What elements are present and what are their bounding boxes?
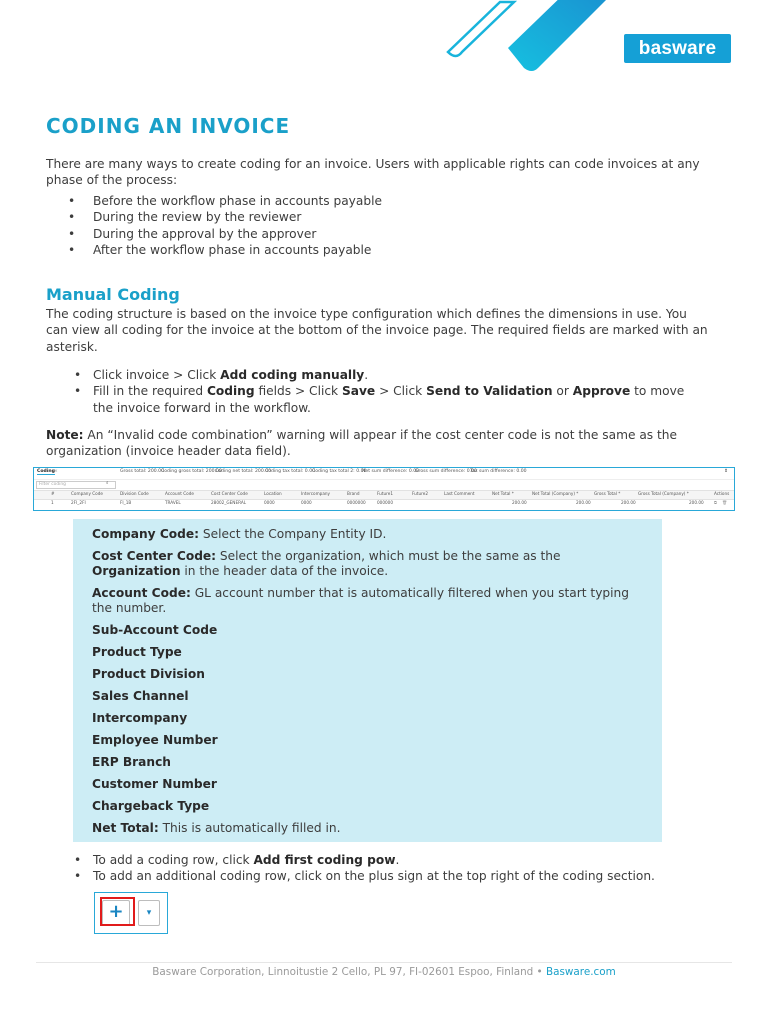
field-sub-account-code: Sub-Account Code — [92, 623, 218, 637]
table-row[interactable] — [34, 500, 734, 508]
column-header: Gross Total * — [594, 491, 621, 496]
footer: Basware Corporation, Linnoitustie 2 Cello, PL 97, FI-02601 Espoo, Finland • Basware.com — [152, 966, 616, 978]
summary-value: Tax sum difference: 0.00 — [470, 469, 527, 474]
field-sales-channel: Sales Channel — [92, 689, 189, 703]
delete-icon[interactable]: 🗑 — [722, 500, 728, 505]
column-header: Account Code — [165, 491, 194, 496]
add-row-buttons-screenshot — [94, 892, 168, 934]
summary-value: Gross sum difference: 0.00 — [415, 469, 477, 474]
field-descriptions — [73, 519, 662, 842]
column-header: Actions — [714, 491, 730, 496]
table-cell: 0000 — [264, 500, 275, 505]
note-paragraph: Note: An “Invalid code combination” warning will appear if the cost center code is not the same as the organization (invoice header data field). — [46, 428, 678, 459]
field-intercompany: Intercompany — [92, 711, 188, 725]
coding-header-row — [34, 490, 734, 500]
column-header: Net Total (Company) * — [532, 491, 579, 496]
list-item: • During the approval by the approver — [46, 226, 706, 242]
phase-list — [46, 193, 706, 259]
chevron-down-icon[interactable]: ▾ — [138, 900, 160, 926]
table-cell: 0000000 — [347, 500, 366, 505]
manual-paragraph: The coding structure is based on the invoice type configuration which defines the dimensions in use. You can view all coding for the invoice at the bottom of the invoice page. The required fields are marked with an asterisk. — [46, 307, 708, 354]
list-item: • Before the workflow phase in accounts payable — [46, 193, 706, 209]
summary-value: Coding gross total: 200.00 — [161, 469, 222, 474]
column-header: Location — [264, 491, 282, 496]
copy-icon[interactable]: ⧉ — [714, 500, 717, 505]
search-icon[interactable]: ⌕ — [106, 481, 109, 486]
basware-logo: basware — [624, 34, 731, 63]
list-item: • To add an additional coding row, click on the plus sign at the top right of the coding section. — [46, 868, 706, 884]
table-cell: 200.00 — [576, 500, 591, 505]
column-header: Company Code — [71, 491, 103, 496]
summary-value: Coding tax total 2: 0.00 — [312, 469, 367, 474]
manual-steps — [46, 367, 706, 416]
column-header: Last Comment — [444, 491, 475, 496]
table-cell: 200.00 — [512, 500, 527, 505]
section-heading: Manual Coding — [46, 285, 180, 304]
list-item: • To add a coding row, click Add first coding pow. — [46, 852, 706, 868]
table-cell: 000000 — [377, 500, 393, 505]
column-header: Intercompany — [301, 491, 331, 496]
highlight-box — [100, 897, 135, 926]
field-product-type: Product Type — [92, 645, 182, 659]
intro-paragraph: There are many ways to create coding for an invoice. Users with applicable rights can code invoices at any phase of the process: — [46, 157, 700, 188]
column-header: Net Total * — [492, 491, 514, 496]
list-item: • After the workflow phase in accounts payable — [46, 242, 706, 258]
summary-value: Gross total: 200.00 — [120, 469, 164, 474]
table-cell: 2FI_2FI — [71, 500, 86, 505]
page-title: CODING AN INVOICE — [46, 114, 291, 138]
add-row-steps — [46, 852, 706, 885]
field-employee-number: Employee Number — [92, 733, 218, 747]
coding-filter-row — [34, 479, 734, 489]
field-erp-branch: ERP Branch — [92, 755, 171, 769]
column-header: Gross Total (Company) * — [638, 491, 689, 496]
table-cell: 200.00 — [621, 500, 636, 505]
expand-icon[interactable]: ⇕ — [724, 469, 728, 474]
column-header: Future2 — [412, 491, 428, 496]
list-item: • Fill in the required Coding fields > Click Save > Click Send to Validation or Approve to move the invoice forward in the workflow. — [46, 383, 706, 416]
add-coding-row-button[interactable]: + — [102, 900, 130, 926]
table-cell: TRAVEL — [165, 500, 181, 505]
coding-tab[interactable]: Coding — [37, 469, 55, 474]
list-item: • During the review by the reviewer — [46, 209, 706, 225]
coding-summary-row — [34, 469, 734, 478]
column-header: Division Code — [120, 491, 149, 496]
summary-value: Net sum difference: 0.00 — [362, 469, 420, 474]
column-header: # — [51, 491, 55, 496]
table-cell: 1 — [51, 500, 54, 505]
column-header: Brand — [347, 491, 360, 496]
coding-table-screenshot — [33, 467, 735, 511]
basware-link[interactable]: Basware.com — [546, 966, 616, 978]
field-net-total: Net Total: This is automatically filled in. — [92, 821, 341, 835]
column-header: Future1 — [377, 491, 393, 496]
footer-divider — [36, 962, 732, 963]
column-header: Cost Center Code — [211, 491, 248, 496]
summary-value: Coding tax total: 0.00 — [265, 469, 316, 474]
field-chargeback-type: Chargeback Type — [92, 799, 210, 813]
table-cell: 0000 — [301, 500, 312, 505]
brand-stripes — [438, 0, 628, 76]
filter-coding-input[interactable]: Filter coding — [36, 481, 116, 489]
field-account-code: Account Code: GL account number that is automatically filtered when you start typing the number. — [92, 586, 629, 616]
summary-value: Coding net total: 200.00 — [215, 469, 272, 474]
field-product-division: Product Division — [92, 667, 205, 681]
list-item: • Click invoice > Click Add coding manually. — [46, 367, 706, 383]
field-cost-center-code: Cost Center Code: Select the organization, which must be the same as the Organization in the header data of the invoice. — [92, 549, 561, 579]
close-icon[interactable]: × — [54, 469, 58, 474]
table-cell: 200.00 — [689, 500, 704, 505]
table-cell: 28002_GENERAL — [211, 500, 247, 505]
table-cell: FI_1B — [120, 500, 132, 505]
field-company-code: Company Code: Select the Company Entity ID. — [92, 527, 387, 541]
field-customer-number: Customer Number — [92, 777, 217, 791]
